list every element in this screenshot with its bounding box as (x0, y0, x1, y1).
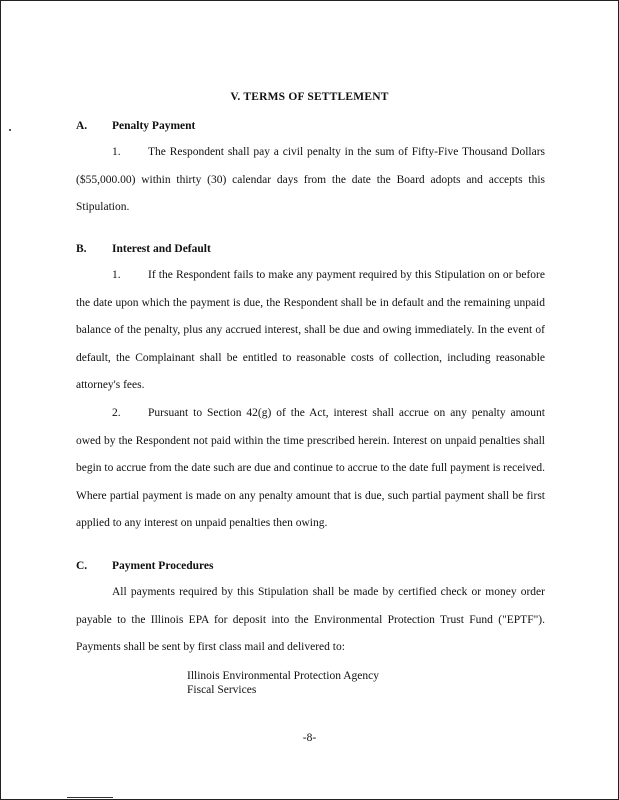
section-c-paragraph-1 (76, 579, 545, 662)
section-b-paragraph-1 (76, 262, 545, 400)
mailing-address (187, 669, 379, 697)
address-line: Fiscal Services (187, 684, 257, 696)
section-b-heading (76, 243, 211, 255)
paragraph-text: Pursuant to Section 42(g) of the Act, interest shall accrue on any penalty amount owed by the Respondent not paid within the time prescribed herein. Interest on unpaid penalties shall begin to accrue from the date such are due and continue to accrue to the date full payment is received. Where partial payment is made on any penalty amount that is due, such partial payment shall be first applied to any interest on unpaid penalties then owing. (76, 407, 545, 529)
section-a-paragraph-1 (76, 139, 545, 222)
section-c-heading (76, 560, 213, 572)
section-a-title: Penalty Payment (112, 120, 196, 132)
scan-artifact (9, 129, 11, 131)
paragraph-number: 2. (112, 407, 121, 419)
section-b-paragraph-2 (76, 400, 545, 538)
scan-artifact (67, 797, 113, 798)
page-number: -8- (302, 732, 317, 744)
page-title: V. TERMS OF SETTLEMENT (230, 91, 389, 103)
paragraph-text: All payments required by this Stipulation shall be made by certified check or money order payable to the Illinois EPA for deposit into the Environmental Protection Trust Fund ("EPTF"). Payments shall be sent by first class mail and delivered to: (76, 586, 545, 653)
section-a-heading (76, 120, 195, 132)
section-b-title: Interest and Default (112, 243, 211, 255)
section-a-letter: A. (76, 120, 88, 132)
section-c-title: Payment Procedures (112, 560, 214, 572)
paragraph-number: 1. (112, 146, 121, 158)
paragraph-text: If the Respondent fails to make any payment required by this Stipulation on or before the date upon which the payment is due, the Respondent shall be in default and the remaining unpaid balance of the penalty, plus any accrued interest, shall be due and owing immediately. In the event of default, the Complainant shall be entitled to reasonable costs of collection, including reasonable attorney's fees. (76, 269, 545, 391)
section-c-letter: C. (76, 560, 88, 572)
paragraph-text: The Respondent shall pay a civil penalty in the sum of Fifty-Five Thousand Dollars ($55,000.00) within thirty (30) calendar days from the date the Board adopts and accepts this Stipulation. (76, 146, 545, 213)
section-b-letter: B. (76, 243, 87, 255)
paragraph-number: 1. (112, 269, 121, 281)
address-line: Illinois Environmental Protection Agency (187, 670, 379, 682)
